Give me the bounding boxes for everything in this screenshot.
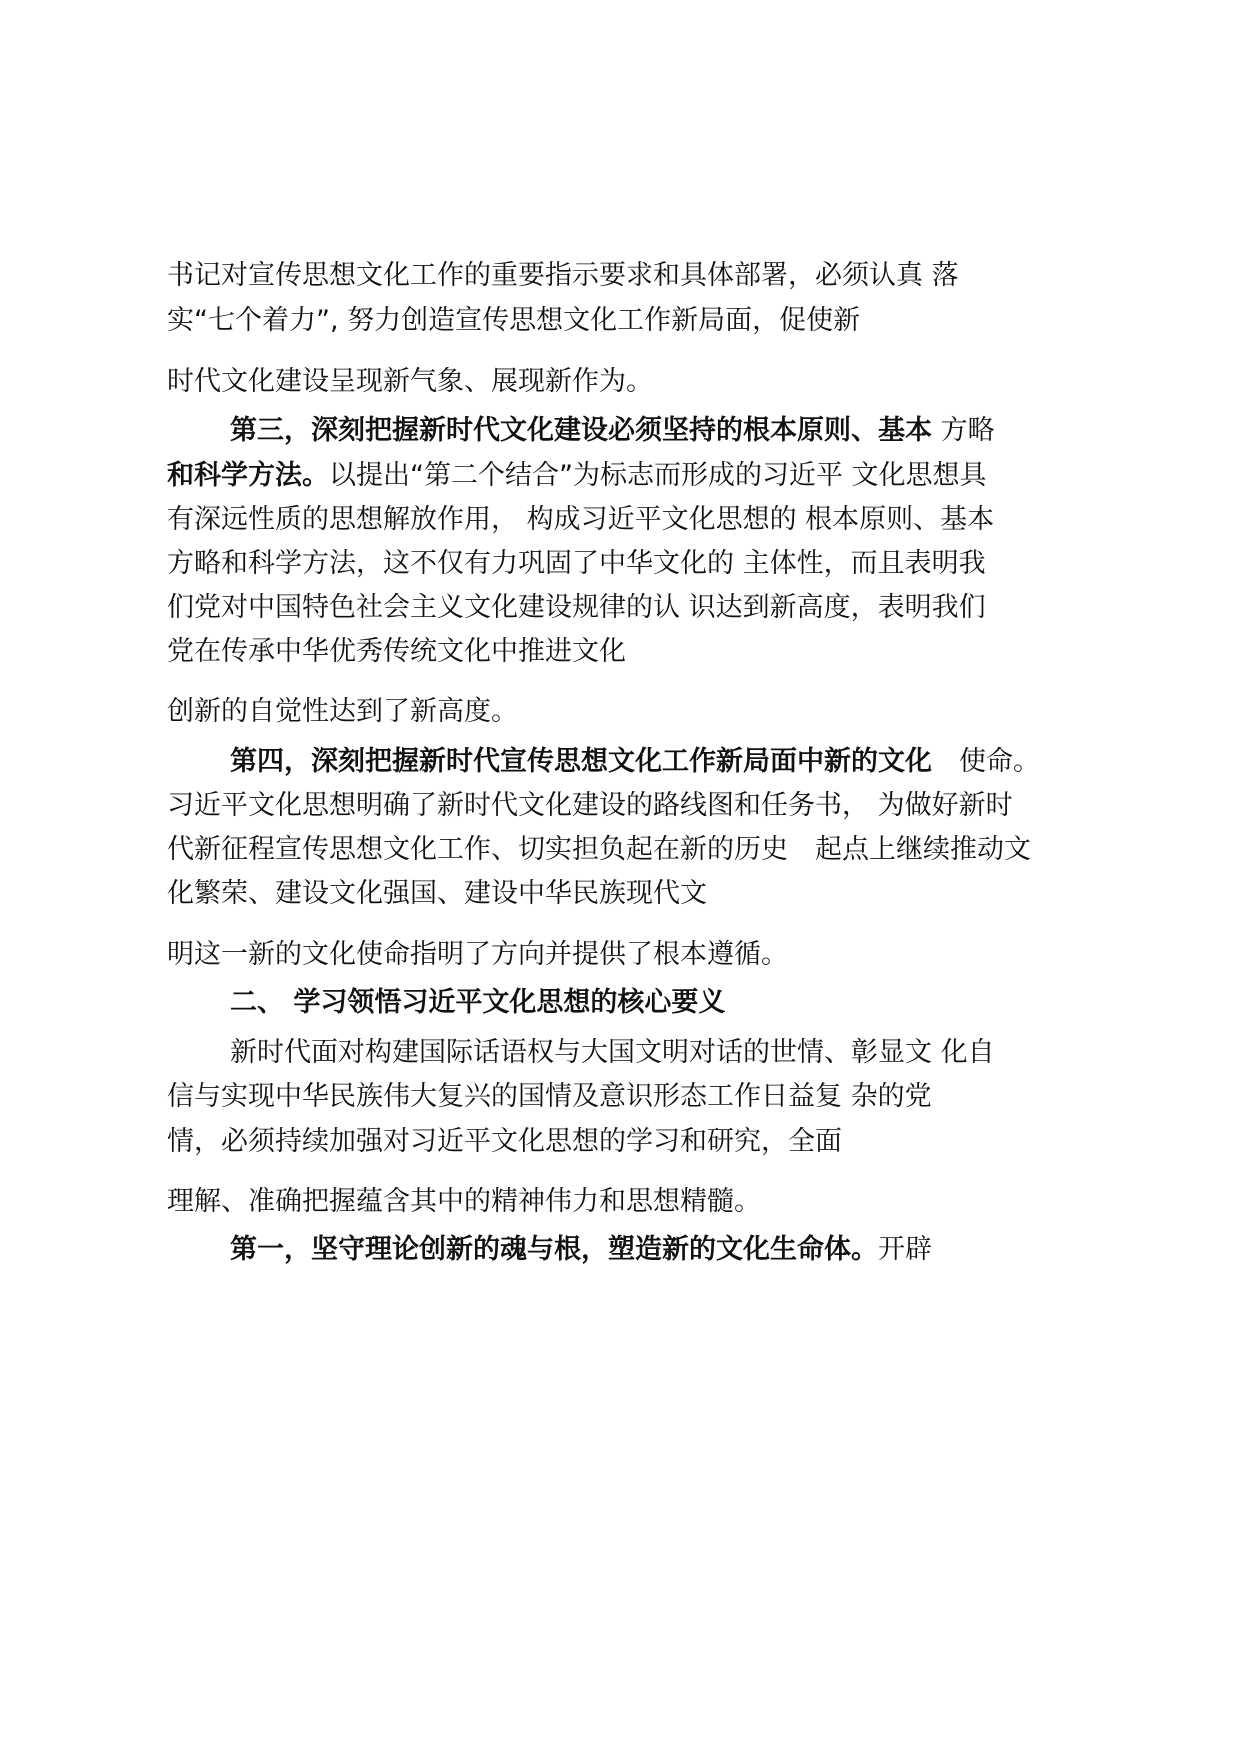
text-line	[167, 458, 1107, 494]
text-line	[167, 832, 1107, 868]
section-heading-text: 二、 学习领悟习近平文化思想的核心要义	[230, 987, 726, 1018]
text-line	[167, 634, 1107, 670]
text-run: 新时代面对构建国际话语权与大国文明对话的世情、彰显文 化自	[230, 1037, 995, 1068]
text-run: 理解、准确把握蕴含其中的精神伟力和思想精髓。	[167, 1186, 761, 1217]
text-run: 时代文化建设呈现新气象、展现新作为。	[167, 366, 653, 397]
bold-heading-run: 第一，坚守理论创新的魂与根，塑造新的文化生命体。	[230, 1234, 878, 1265]
text-line	[167, 694, 1107, 730]
bold-heading-run: 第三，深刻把握新时代文化建设必须坚持的根本原则、基本	[230, 415, 932, 446]
text-run: 以提出“第二个结合”为标志而形成的习近平 文化思想具	[329, 460, 987, 491]
bold-heading-run: 和科学方法。	[167, 460, 329, 491]
text-run: 使命。	[932, 746, 1040, 777]
text-line	[167, 788, 1107, 824]
text-line	[167, 303, 1107, 339]
text-run: 党在传承中华优秀传统文化中推进文化	[167, 636, 626, 667]
text-run: 明这一新的文化使命指明了方向并提供了根本遵循。	[167, 939, 788, 970]
text-line	[167, 502, 1107, 538]
bold-heading-run: 第四，深刻把握新时代宣传思想文化工作新局面中新的文化	[230, 746, 932, 777]
text-line	[167, 1124, 1107, 1160]
text-run: 书记对宣传思想文化工作的重要指示要求和具体部署，必须认真 落	[167, 260, 959, 291]
text-run: 开辟	[878, 1234, 932, 1265]
text-line	[230, 744, 1107, 780]
text-run: 方略和科学方法，这不仅有力巩固了中华文化的 主体性，而且表明我	[167, 548, 986, 579]
text-line	[167, 876, 1107, 912]
text-line	[167, 546, 1107, 582]
text-line	[230, 413, 1107, 449]
text-line	[230, 1232, 1107, 1268]
text-line	[167, 590, 1107, 626]
text-line	[167, 1079, 1107, 1115]
text-run: 实“七个着力”, 努力创造宣传思想文化工作新局面，促使新	[167, 305, 861, 336]
text-run: 们党对中国特色社会主义文化建设规律的认 识达到新高度，表明我们	[167, 592, 986, 623]
text-line	[167, 937, 1107, 973]
text-line	[230, 1035, 1107, 1071]
text-run: 创新的自觉性达到了新高度。	[167, 696, 518, 727]
text-line	[167, 364, 1107, 400]
text-run: 方略	[932, 415, 995, 446]
text-run: 信与实现中华民族伟大复兴的国情及意识形态工作日益复 杂的党	[167, 1081, 932, 1112]
section-heading	[230, 985, 1107, 1021]
text-run: 化繁荣、建设文化强国、建设中华民族现代文	[167, 878, 707, 909]
text-run: 有深远性质的思想解放作用， 构成习近平文化思想的 根本原则、基本	[167, 504, 995, 535]
text-run: 习近平文化思想明确了新时代文化建设的路线图和任务书， 为做好新时	[167, 790, 1013, 821]
text-run: 代新征程宣传思想文化工作、切实担负起在新的历史 起点上继续推动文	[167, 834, 1031, 865]
text-line	[167, 1184, 1107, 1220]
text-line	[167, 258, 1107, 294]
text-run: 情，必须持续加强对习近平文化思想的学习和研究，全面	[167, 1126, 842, 1157]
